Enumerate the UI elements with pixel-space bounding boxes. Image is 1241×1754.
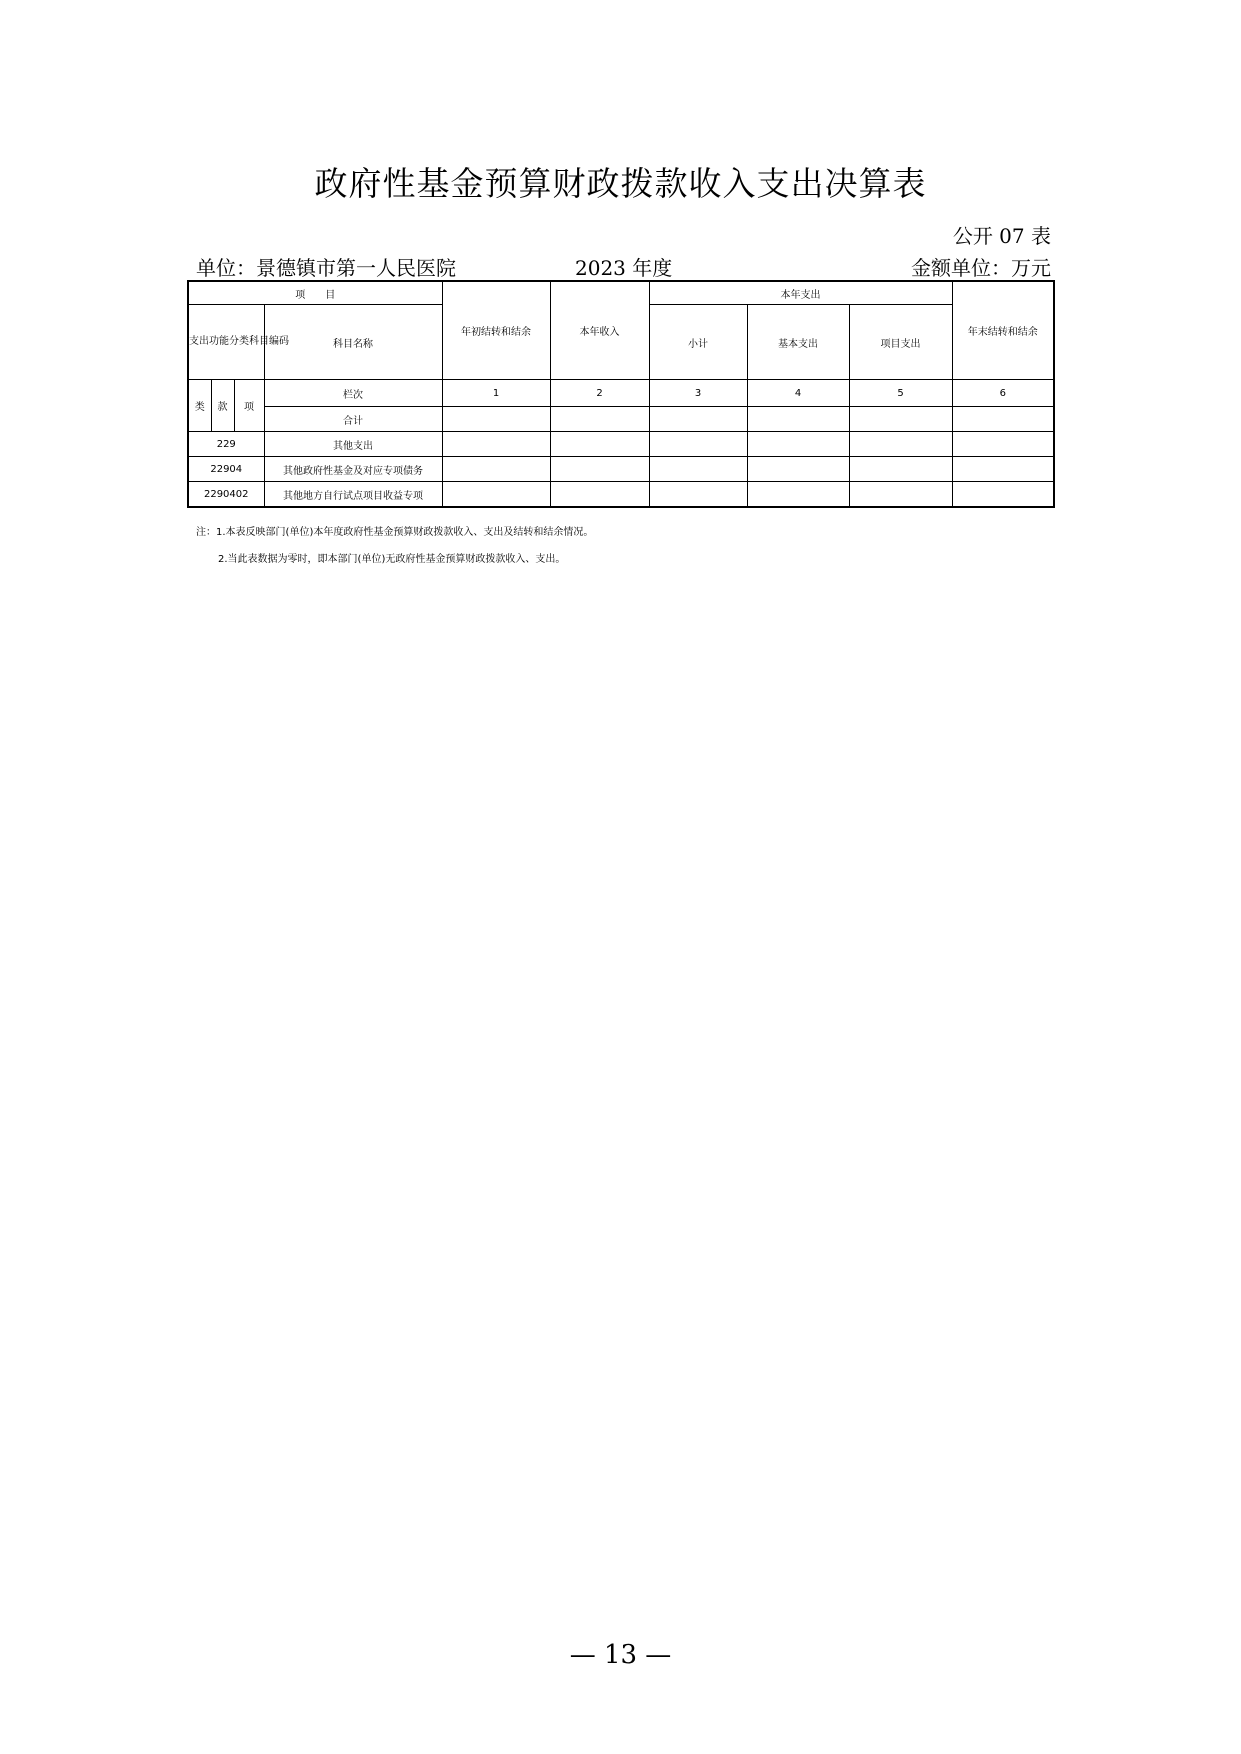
lanci-label: 栏次 bbox=[264, 380, 442, 407]
table-cell bbox=[649, 407, 747, 432]
table-cell bbox=[649, 432, 747, 457]
table-cell bbox=[442, 432, 550, 457]
table-cell bbox=[550, 432, 649, 457]
table-cell bbox=[952, 457, 1054, 482]
table-row bbox=[188, 482, 1054, 508]
table-cell bbox=[442, 407, 550, 432]
table-row bbox=[188, 432, 1054, 457]
table-cell bbox=[849, 407, 952, 432]
table-cell bbox=[550, 482, 649, 508]
table-cell bbox=[442, 457, 550, 482]
xiang-header: 项 bbox=[234, 380, 264, 432]
table-cell bbox=[952, 482, 1054, 508]
fund-table bbox=[187, 280, 1055, 508]
col-num-2: 2 bbox=[550, 380, 649, 407]
col-num-4: 4 bbox=[747, 380, 849, 407]
item-header: 项 目 bbox=[188, 281, 442, 305]
basic-expense-header: 基本支出 bbox=[747, 305, 849, 380]
row-name: 其他政府性基金及对应专项债务 bbox=[264, 457, 442, 482]
table-cell bbox=[952, 432, 1054, 457]
table-cell bbox=[849, 432, 952, 457]
note-2: 2.当此表数据为零时，即本部门(单位)无政府性基金预算财政拨款收入、支出。 bbox=[218, 554, 566, 565]
unit-label: 单位：景德镇市第一人民医院 bbox=[196, 256, 456, 280]
table-cell bbox=[849, 457, 952, 482]
subject-name-header: 科目名称 bbox=[264, 305, 442, 380]
expense-header: 本年支出 bbox=[649, 281, 952, 305]
table-cell bbox=[649, 457, 747, 482]
lei-header: 类 bbox=[188, 380, 211, 432]
table-cell bbox=[747, 432, 849, 457]
total-label: 合计 bbox=[264, 407, 442, 432]
begin-balance-header: 年初结转和结余 bbox=[442, 281, 550, 380]
income-header: 本年收入 bbox=[550, 281, 649, 380]
note-1: 注：1.本表反映部门(单位)本年度政府性基金预算财政拨款收入、支出及结转和结余情况。 bbox=[196, 527, 594, 538]
row-name: 其他地方自行试点项目收益专项 bbox=[264, 482, 442, 508]
col-num-3: 3 bbox=[649, 380, 747, 407]
page-number: — 13 — bbox=[569, 1640, 672, 1670]
table-cell bbox=[952, 407, 1054, 432]
func-code-header: 支出功能分类科目编码 bbox=[188, 305, 264, 380]
table-cell bbox=[550, 457, 649, 482]
table-cell bbox=[550, 407, 649, 432]
table-cell bbox=[747, 457, 849, 482]
year-label: 2023 年度 bbox=[575, 256, 673, 280]
page-title: 政府性基金预算财政拨款收入支出决算表 bbox=[314, 164, 927, 203]
table-cell bbox=[649, 482, 747, 508]
table-cell bbox=[747, 407, 849, 432]
table-cell bbox=[849, 482, 952, 508]
subtotal-header: 小计 bbox=[649, 305, 747, 380]
col-num-1: 1 bbox=[442, 380, 550, 407]
row-code: 229 bbox=[188, 432, 264, 457]
end-balance-header: 年末结转和结余 bbox=[952, 281, 1054, 380]
row-code: 22904 bbox=[188, 457, 264, 482]
row-code: 2290402 bbox=[188, 482, 264, 508]
row-name: 其他支出 bbox=[264, 432, 442, 457]
col-num-6: 6 bbox=[952, 380, 1054, 407]
table-code: 公开 07 表 bbox=[952, 224, 1051, 248]
table-row bbox=[188, 457, 1054, 482]
money-unit-label: 金额单位：万元 bbox=[911, 256, 1051, 280]
table-cell bbox=[747, 482, 849, 508]
kuan-header: 款 bbox=[211, 380, 234, 432]
col-num-5: 5 bbox=[849, 380, 952, 407]
project-expense-header: 项目支出 bbox=[849, 305, 952, 380]
table-cell bbox=[442, 482, 550, 508]
